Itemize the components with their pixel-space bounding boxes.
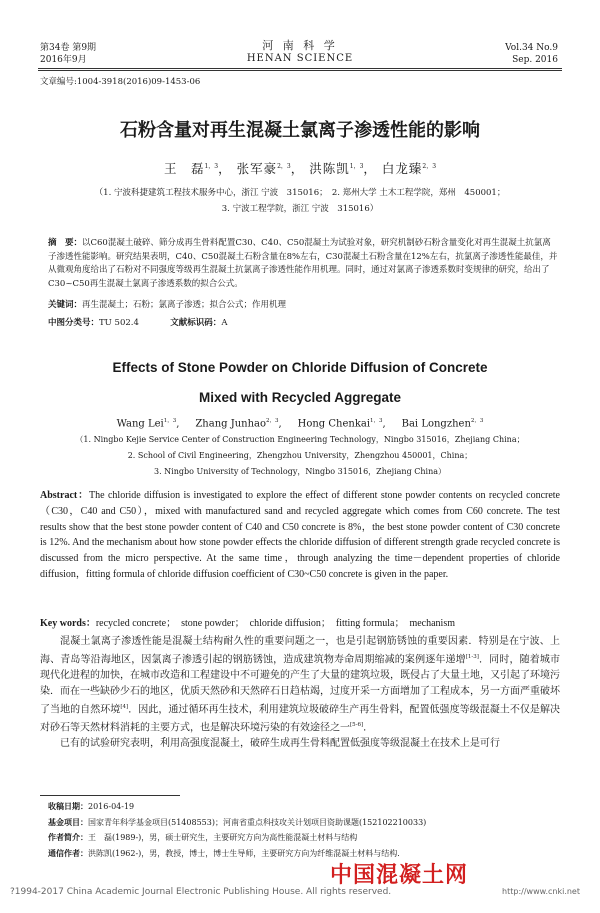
clc-value: TU 502.4 xyxy=(99,318,139,328)
affiliation-cn-line: （1. 宁波科捷建筑工程技术服务中心，浙江 宁波 315016； 2. 郑州大学 土木工程学院，郑州 450001； xyxy=(94,188,506,198)
affiliations-en xyxy=(0,432,600,480)
footnote-corresponding xyxy=(48,846,560,862)
affiliation-en-line: 3. Ningbo University of Technology，Ningbo 315016，Zhejiang China） xyxy=(153,467,447,476)
citation: [4] xyxy=(120,703,129,710)
footnote-text: 2016-04-19 xyxy=(88,802,135,811)
cnki-link[interactable]: http://www.cnki.net xyxy=(502,887,580,896)
journal-name-en: HENAN SCIENCE xyxy=(246,53,354,64)
header-left xyxy=(40,42,96,66)
abstract-cn-text: 以C60混凝土破碎、筛分成再生骨料配置C30、C40、C50混凝土为试验对象，研究机制砂石粉含量变化对再生混凝土抗氯离子渗透性能影响。研究结果表明，C40、C50混凝土石粉含量在8%左右，C30混凝土石粉含量在12%左右，抗氯离子渗透性能最佳，并从微观角度给出了石粉对不同强度等级再生混凝土抗氯离子渗透性能作用机理。同时，通过对氯离子渗透系数时变规律的研究，给出了C30~C50再生混凝土氯离子渗透系数的拟合公式。 xyxy=(48,238,558,289)
authors-cn: 王 磊$^{1,3}$， 张军豪$^{2,3}$， 洪陈凯$^{1,3}$， 白龙臻$^{2,3}$ xyxy=(163,161,437,177)
author-en-affil: 2，3 xyxy=(470,418,484,424)
copyright-notice: ?1994-2017 China Academic Journal Electronic Publishing House. All rights reserved. xyxy=(10,887,392,897)
volume-cn: 第34卷 第9期 xyxy=(40,43,97,53)
abstract-en xyxy=(40,488,560,583)
footnote-funding xyxy=(48,815,560,831)
header-rule xyxy=(38,68,562,69)
header-right xyxy=(505,42,558,66)
citation: [1-3] xyxy=(465,653,479,660)
author-cn: 王 磊 xyxy=(163,161,205,177)
body-paragraph xyxy=(40,736,560,752)
abstract-en-text: The chloride diffusion is investigated to explore the effect of different stone powder contents on recycled concrete（C30，C40 and C50），mixed with manufactured sand and recycled aggregate which comes from C60 concrete. The test results show that the best stone powder content of C40 and C50 concrete is 8%，the best stone powder content of C30 concrete is 12%. And the mechanism about how stone powder effects the chloride diffusion of different strength grade recycled concrete is discussed from the micro perspective. At the same time，through analyzing the time－dependent properties of chloride diffusion，fitting formula of chloride diffusion coefficient of C30~C50 concrete is given in the paper. xyxy=(40,490,560,580)
author-en-affil: 2，3 xyxy=(266,418,279,424)
abstract-cn-label: 摘 要： xyxy=(48,238,83,248)
citation: [5-6] xyxy=(350,721,364,728)
author-en: Zhang Junhao xyxy=(195,418,267,430)
author-cn-affil: 1，3 xyxy=(349,163,364,170)
author-en: Bai Longzhen xyxy=(401,418,471,430)
affiliation-en-line: 2. School of Civil Engineering，Zhengzhou University，Zhengzhou 450001，China； xyxy=(127,451,473,460)
footnote-text: 王 磊(1989-)，男，硕士研究生，主要研究方向为高性能混凝土材料与结构 xyxy=(88,833,358,842)
title-en-line: Mixed with Recycled Aggregate xyxy=(198,390,402,405)
body-text-run: ． xyxy=(363,721,374,733)
footnote-label: 通信作者： xyxy=(48,847,88,858)
keywords-cn-text: 再生混凝土；石粉；氯离子渗透；拟合公式；作用机理 xyxy=(82,300,287,310)
affiliations-cn xyxy=(0,185,600,217)
title-en-line: Effects of Stone Powder on Chloride Diffusion of Concrete xyxy=(112,360,488,375)
authors-en: Wang Lei$^{1,3}$, Zhang Junhao$^{2,3}$, Hong Chenkai$^{1,3}$, Bai Longzhen$^{2,3}$ xyxy=(116,418,484,430)
classification xyxy=(48,316,227,328)
body-text-run: 混凝土氯离子渗透性能是混凝土结构耐久性的重要问题之一，也是引起钢筋锈蚀的重要因素．特别是在宁波、上海、青岛等沿海地区，因氯离子渗透引起的钢筋锈蚀，造成建筑物寿命周期缩减的案例逐年递增 xyxy=(40,636,560,666)
author-en-affil: 1，3 xyxy=(163,418,177,424)
keywords-cn-label: 关键词： xyxy=(48,300,83,310)
keywords-en xyxy=(40,614,455,629)
author-en-affil: 1，3 xyxy=(370,418,383,424)
footnote-label: 基金项目： xyxy=(48,816,88,827)
header-rule-thin xyxy=(38,70,562,71)
doc-code-value: A xyxy=(221,318,228,328)
keywords-en-text: recycled concrete； stone powder； chloride diffusion； fitting formula； mechanism xyxy=(95,618,455,629)
date-en: Sep. 2016 xyxy=(512,55,558,65)
volume-en: Vol.34 No.9 xyxy=(505,43,558,53)
body-text-run: ．因此，通过循环再生技术，利用建筑垃圾破碎生产再生骨料，配置低强度等级混凝土不仅是解决对砂石等天然材料消耗的主要方式，也是解决环境污染的有效途径之一 xyxy=(40,703,561,733)
watermark-logo: 中国混凝土网 xyxy=(330,863,469,888)
footnotes xyxy=(48,799,560,861)
author-en: Wang Lei xyxy=(116,418,164,430)
header-center xyxy=(200,39,400,65)
keywords-en-label: Key words： xyxy=(40,618,96,629)
title-en xyxy=(0,353,600,413)
footnote-label: 收稿日期： xyxy=(48,801,88,811)
author-cn: 白龙臻 xyxy=(381,161,423,177)
footnote-text: 国家青年科学基金项目(51408553)；河南省重点科技攻关计划项目资助课题(152102210033) xyxy=(88,817,427,827)
footnote-author-bio xyxy=(48,830,560,846)
body-paragraph xyxy=(40,634,560,736)
article-number: 文章编号:1004-3918(2016)09-1453-06 xyxy=(40,77,201,87)
footnote-rule xyxy=(40,795,180,796)
footnote-received xyxy=(48,799,560,815)
author-cn: 张军豪 xyxy=(236,161,278,177)
journal-name-cn: 河 南 科 学 xyxy=(262,39,338,52)
date-cn: 2016年9月 xyxy=(40,55,87,65)
title-cn: 石粉含量对再生混凝土氯离子渗透性能的影响 xyxy=(120,120,480,141)
clc-label: 中图分类号： xyxy=(48,318,100,328)
abstract-cn xyxy=(48,237,558,291)
affiliation-en-line: （1. Ningbo Kejie Service Center of Construction Engineering Technology，Ningbo 315016，Zhejiang China； xyxy=(75,435,525,444)
author-en: Hong Chenkai xyxy=(297,418,371,430)
author-cn-affil: 2，3 xyxy=(277,163,291,170)
doc-code-label: 文献标识码： xyxy=(170,318,222,328)
body-text-run: ．同时，随着城市现代化进程的加快，在城市改造和工程建设中不可避免的产生了大量的建筑垃圾，既侵占了大量土地，又引起了环境污染．而在一些缺砂少石的地区，优质天然砂和天然碎石日趋枯竭，过度开采一方面增加了工程成本，另一方面严重破坏了当地的自然环境 xyxy=(40,654,561,715)
footnote-text: 洪陈凯(1962-)，男，教授，博士，博士生导师，主要研究方向为纤维混凝土材料与结构． xyxy=(88,848,406,858)
footnote-label: 作者简介： xyxy=(48,832,88,842)
author-cn-affil: 2，3 xyxy=(422,163,437,170)
body-text-run: 已有的试验研究表明，利用高强度混凝土，破碎生成再生骨料配置低强度等级混凝土在技术上是可行 xyxy=(60,737,500,749)
author-cn: 洪陈凯 xyxy=(309,161,350,177)
keywords-cn xyxy=(48,298,286,310)
affiliation-cn-line: 3. 宁波工程学院，浙江 宁波 315016） xyxy=(221,204,379,214)
abstract-en-label: Abstract： xyxy=(40,490,90,501)
author-cn-affil: 1，3 xyxy=(204,163,219,170)
body-text xyxy=(40,634,560,752)
